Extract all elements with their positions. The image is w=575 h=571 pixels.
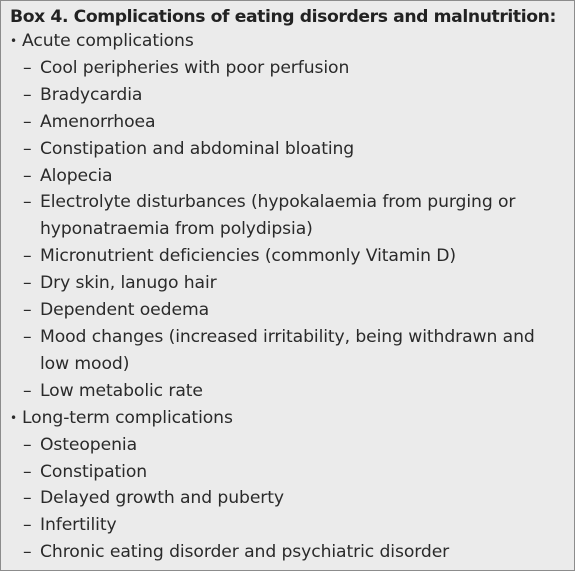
list-item-text: Amenorrhoea (40, 111, 156, 132)
list-item-text: Dry skin, lanugo hair (40, 273, 217, 294)
list-item-text: Bradycardia (40, 84, 143, 105)
list-item (10, 270, 566, 297)
dash-icon: – (23, 300, 32, 321)
list-item-text: Low metabolic rate (40, 380, 203, 401)
dash-icon: – (23, 84, 32, 105)
list-item (10, 243, 566, 270)
list-item (10, 189, 566, 243)
list-item (10, 136, 566, 163)
dash-icon: – (23, 380, 32, 401)
dash-icon: – (23, 542, 32, 563)
list-item (10, 459, 566, 486)
section-heading-acute: Acute complications (22, 31, 194, 51)
section-heading-row (10, 405, 566, 432)
list-item (10, 55, 566, 82)
list-item-text: Mood changes (increased irritability, being withdrawn and low mood) (40, 326, 535, 374)
section-heading-row (10, 28, 566, 55)
list-item (10, 82, 566, 109)
dash-icon: – (23, 138, 32, 159)
dash-icon: – (23, 461, 32, 482)
list-item-text: Constipation (40, 461, 148, 482)
acute-list (10, 55, 566, 405)
long-term-list (10, 432, 566, 567)
dash-icon: – (23, 326, 32, 347)
list-item-text: Infertility (40, 515, 117, 536)
dash-icon: – (23, 488, 32, 509)
list-item-text: Electrolyte disturbances (hypokalaemia from purging or hyponatraemia from polydipsia) (40, 192, 516, 240)
dash-icon: – (23, 165, 32, 186)
list-item-text: Cool peripheries with poor perfusion (40, 57, 350, 78)
dash-icon: – (23, 111, 32, 132)
list-item-text: Dependent oedema (40, 300, 210, 321)
bullet-icon: • (10, 34, 17, 48)
bullet-icon: • (10, 410, 17, 425)
dash-icon: – (23, 434, 32, 455)
list-item (10, 324, 566, 378)
box-title: Box 4. Complications of eating disorders and malnutrition: (10, 7, 556, 27)
section-acute (10, 28, 566, 405)
list-item (10, 297, 566, 324)
list-item (10, 485, 566, 512)
list-item-text: Micronutrient deficiencies (commonly Vitamin D) (40, 246, 457, 267)
list-item (10, 378, 566, 405)
dash-icon: – (23, 192, 32, 213)
dash-icon: – (23, 246, 32, 267)
list-item-text: Constipation and abdominal bloating (40, 138, 355, 159)
list-item-text: Alopecia (40, 165, 113, 186)
list-item-text: Osteopenia (40, 434, 137, 455)
list-item (10, 539, 566, 566)
dash-icon: – (23, 515, 32, 536)
dash-icon: – (23, 57, 32, 78)
list-item (10, 512, 566, 539)
section-long-term (10, 405, 566, 566)
list-item (10, 163, 566, 190)
list-item (10, 109, 566, 136)
list-item-text: Delayed growth and puberty (40, 488, 284, 509)
list-item (10, 432, 566, 459)
dash-icon: – (23, 273, 32, 294)
section-heading-long-term: Long-term complications (22, 407, 233, 428)
list-item-text: Chronic eating disorder and psychiatric disorder (40, 542, 450, 563)
